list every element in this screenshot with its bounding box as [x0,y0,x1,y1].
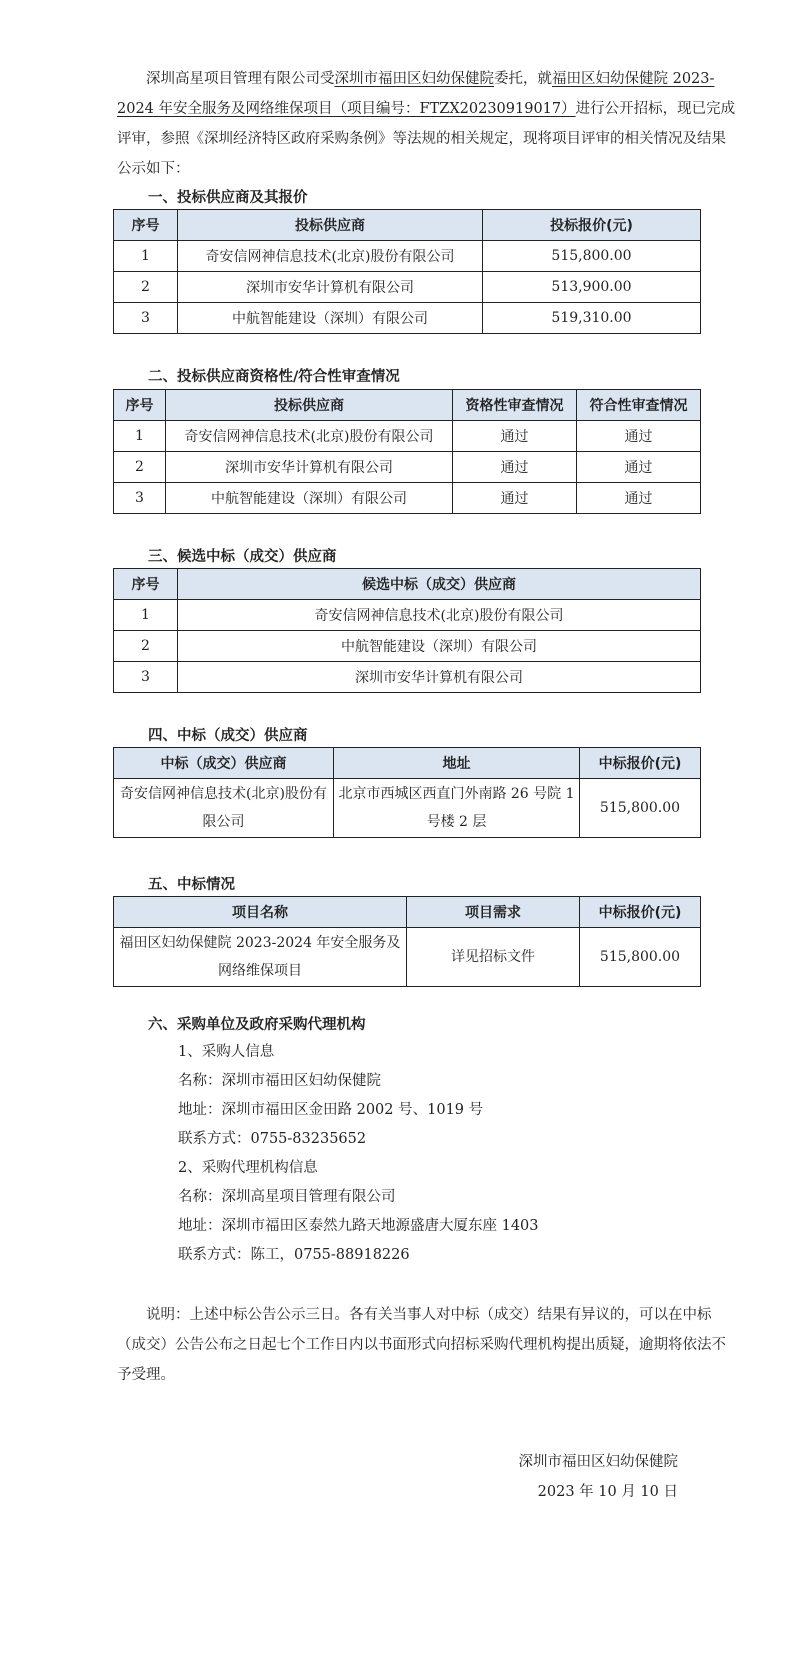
header-cell: 中标报价(元) [580,748,701,779]
section3-heading: 三、候选中标（成交）供应商 [148,549,337,565]
section2-heading: 二、投标供应商资格性/符合性审查情况 [148,369,400,385]
table-cell: 深圳市安华计算机有限公司 [178,272,483,303]
header-cell: 项目需求 [407,897,580,928]
header-cell: 投标供应商 [166,390,453,421]
table-cell: 2 [114,631,178,662]
purchaser-contact: 联系方式：0755-83235652 [178,1131,367,1147]
table-cell: 通过 [577,483,701,514]
purchaser-address: 地址：深圳市福田区金田路 2002 号、1019 号 [178,1102,484,1118]
section1-heading: 一、投标供应商及其报价 [148,190,308,206]
intro-project: 福田区妇幼保健院 2023-2024 年安全服务及网络维保项目（项目编号：FTZX20230919017） [117,71,715,117]
table-header-row [114,748,701,779]
table-cell: 2 [114,452,166,483]
table-cell: 通过 [577,452,701,483]
table-header-row [114,897,701,928]
table-cell: 515,800.00 [580,928,701,987]
agency-address: 地址：深圳市福田区泰然九路天地源盛唐大厦东座 1403 [178,1218,539,1234]
table-cell: 深圳市安华计算机有限公司 [166,452,453,483]
purchaser-name: 名称：深圳市福田区妇幼保健院 [178,1073,381,1089]
table-cell: 1 [114,421,166,452]
intro-paragraph [117,64,737,184]
table-cell: 中航智能建设（深圳）有限公司 [178,303,483,334]
header-cell: 符合性审查情况 [577,390,701,421]
table-cell: 通过 [453,452,577,483]
table-cell: 奇安信网神信息技术(北京)股份有限公司 [166,421,453,452]
purchaser-info-title: 1、采购人信息 [178,1044,275,1060]
header-cell: 中标（成交）供应商 [114,748,334,779]
signature-org: 深圳市福田区妇幼保健院 [518,1454,678,1470]
header-cell: 项目名称 [114,897,407,928]
table-cell: 515,800.00 [580,779,701,838]
intro-text-1: 深圳高星项目管理有限公司受 [146,71,335,87]
table-cell: 奇安信网神信息技术(北京)股份有限公司 [114,779,334,838]
table-row [114,779,701,838]
bids-table [113,209,701,334]
section4-heading: 四、中标（成交）供应商 [148,728,308,744]
header-cell: 序号 [114,569,178,600]
table-cell: 1 [114,241,178,272]
section6-heading: 六、采购单位及政府采购代理机构 [148,1017,366,1033]
intro-text-3: 进行公开招标，现已完成评审，参照《深圳经济特区政府采购条例》等法规的相关规定，现将项目评审的相关情况及结果公示如下： [117,101,736,177]
table-row [114,928,701,987]
agency-info-title: 2、采购代理机构信息 [178,1160,318,1176]
table-header-row [114,569,701,600]
table-cell: 515,800.00 [483,241,701,272]
header-cell: 投标供应商 [178,210,483,241]
table-row [114,600,701,631]
header-cell: 地址 [334,748,580,779]
intro-text-2: 委托，就 [494,71,552,87]
table-row [114,452,701,483]
table-row [114,631,701,662]
table-header-row [114,210,701,241]
header-cell: 序号 [114,210,178,241]
table-row [114,483,701,514]
table-cell: 北京市西城区西直门外南路 26 号院 1 号楼 2 层 [334,779,580,838]
header-cell: 投标报价(元) [483,210,701,241]
table-cell: 3 [114,662,178,693]
table-cell: 奇安信网神信息技术(北京)股份有限公司 [178,600,701,631]
table-row [114,241,701,272]
table-cell: 福田区妇幼保健院 2023-2024 年安全服务及网络维保项目 [114,928,407,987]
section5-heading: 五、中标情况 [148,877,235,893]
table-cell: 1 [114,600,178,631]
table-cell: 通过 [577,421,701,452]
table-cell: 奇安信网神信息技术(北京)股份有限公司 [178,241,483,272]
table-cell: 中航智能建设（深圳）有限公司 [166,483,453,514]
agency-name: 名称：深圳高星项目管理有限公司 [178,1189,396,1205]
header-cell: 候选中标（成交）供应商 [178,569,701,600]
objection-note: 说明：上述中标公告公示三日。各有关当事人对中标（成交）结果有异议的，可以在中标（成交）公告公布之日起七个工作日内以书面形式向招标采购代理机构提出质疑，逾期将依法不予受理。 [117,1307,726,1383]
signature-date: 2023 年 10 月 10 日 [537,1484,678,1500]
table-cell: 通过 [453,421,577,452]
table-cell: 3 [114,483,166,514]
header-cell: 中标报价(元) [580,897,701,928]
table-cell: 3 [114,303,178,334]
agency-contact: 联系方式：陈工，0755-88918226 [178,1247,410,1263]
table-cell: 通过 [453,483,577,514]
table-cell: 513,900.00 [483,272,701,303]
table-header-row [114,390,701,421]
award-table [113,896,701,987]
review-table [113,389,701,514]
table-row [114,303,701,334]
table-cell: 2 [114,272,178,303]
winner-table [113,747,701,838]
header-cell: 序号 [114,390,166,421]
table-row [114,662,701,693]
table-cell: 中航智能建设（深圳）有限公司 [178,631,701,662]
table-row [114,421,701,452]
table-cell: 详见招标文件 [407,928,580,987]
table-cell: 深圳市安华计算机有限公司 [178,662,701,693]
table-row [114,272,701,303]
header-cell: 资格性审查情况 [453,390,577,421]
table-cell: 519,310.00 [483,303,701,334]
candidates-table [113,568,701,693]
intro-buyer: 深圳市福田区妇幼保健院 [334,71,494,87]
